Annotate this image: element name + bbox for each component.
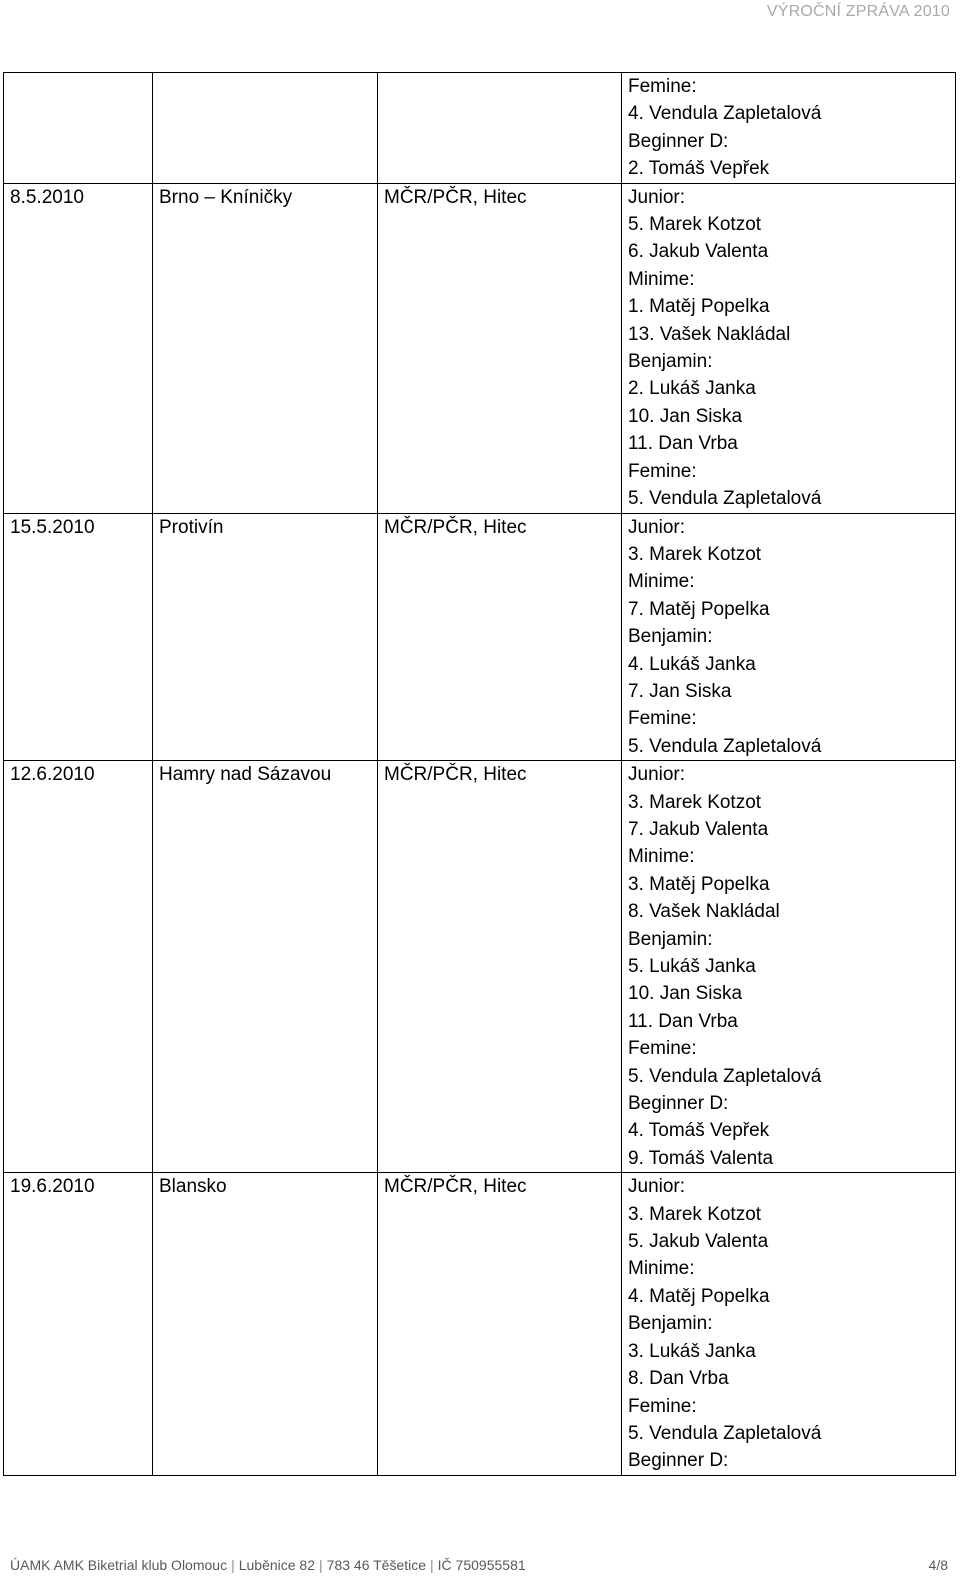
result-line: Benjamin:	[628, 351, 713, 373]
event-date-text: 15.5.2010	[10, 516, 95, 538]
result-line: 9. Tomáš Valenta	[628, 1147, 774, 1169]
result-line: Junior:	[628, 516, 686, 538]
result-line: 5. Vendula Zapletalová	[628, 488, 822, 510]
result-line: 7. Matěj Popelka	[628, 598, 770, 620]
result-line: 4. Vendula Zapletalová	[628, 103, 822, 125]
result-line: 4. Matěj Popelka	[628, 1285, 770, 1307]
result-line: Benjamin:	[628, 626, 713, 648]
result-line: 3. Lukáš Janka	[628, 1340, 756, 1362]
results-table-row	[4, 183, 956, 513]
result-line: Femine:	[628, 460, 697, 482]
event-series-cell	[378, 513, 622, 761]
results-cell	[622, 1173, 956, 1475]
page-footer	[10, 1557, 948, 1573]
result-line: 8. Vašek Nakládal	[628, 901, 780, 923]
event-place-cell	[153, 513, 378, 761]
result-line: 3. Marek Kotzot	[628, 791, 762, 813]
event-place-cell	[153, 1173, 378, 1475]
result-line: 5. Marek Kotzot	[628, 214, 762, 236]
result-line: 6. Jakub Valenta	[628, 241, 769, 263]
event-series-text: MČR/PČR, Hitec	[384, 516, 527, 538]
result-line: 11. Dan Vrba	[628, 1010, 738, 1032]
result-line: 4. Lukáš Janka	[628, 653, 756, 675]
footer-street: Luběnice 82	[238, 1557, 316, 1573]
result-line: Beginner D:	[628, 1450, 729, 1472]
result-line: 3. Matěj Popelka	[628, 873, 770, 895]
results-cell	[622, 183, 956, 513]
result-line: 1. Matěj Popelka	[628, 296, 770, 318]
result-line: 7. Jan Siska	[628, 680, 732, 702]
event-place-text: Hamry nad Sázavou	[159, 764, 332, 786]
results-cell	[622, 73, 956, 184]
event-date-cell	[4, 513, 153, 761]
event-place-cell	[153, 183, 378, 513]
event-place-text: Blansko	[159, 1176, 227, 1198]
event-series-text: MČR/PČR, Hitec	[384, 764, 527, 786]
result-line: Benjamin:	[628, 1313, 713, 1335]
result-line: Minime:	[628, 846, 695, 868]
footer-separator: |	[319, 1557, 323, 1573]
result-line: 10. Jan Siska	[628, 405, 743, 427]
footer-organization-info	[10, 1557, 526, 1573]
result-line: Minime:	[628, 268, 695, 290]
result-line: 5. Vendula Zapletalová	[628, 1422, 822, 1444]
result-line: Femine:	[628, 76, 697, 97]
result-line: Beginner D:	[628, 130, 729, 152]
event-date-cell	[4, 1173, 153, 1475]
result-line: Junior:	[628, 186, 686, 208]
results-table-body	[4, 73, 956, 1476]
result-line: 7. Jakub Valenta	[628, 818, 769, 840]
result-line: 10. Jan Siska	[628, 983, 743, 1005]
result-line: 5. Vendula Zapletalová	[628, 1065, 822, 1087]
event-series-cell	[378, 183, 622, 513]
result-line: Benjamin:	[628, 928, 713, 950]
event-date-cell	[4, 73, 153, 184]
results-table	[3, 72, 956, 1476]
result-line: 11. Dan Vrba	[628, 433, 738, 455]
event-date-cell	[4, 761, 153, 1173]
event-place-text: Brno – Kníničky	[159, 186, 293, 208]
footer-page-number: 4/8	[928, 1557, 948, 1573]
result-line: 3. Marek Kotzot	[628, 1203, 762, 1225]
event-series-cell	[378, 73, 622, 184]
result-line: 5. Lukáš Janka	[628, 956, 756, 977]
event-place-text: Protivín	[159, 516, 224, 538]
footer-company-id: IČ 750955581	[437, 1557, 526, 1573]
result-line: 13. Vašek Nakládal	[628, 323, 791, 345]
result-line: 3. Marek Kotzot	[628, 543, 762, 565]
result-line: Junior:	[628, 1176, 686, 1198]
result-line: 5. Jakub Valenta	[628, 1231, 769, 1253]
event-date-cell	[4, 183, 153, 513]
event-date-text: 12.6.2010	[10, 764, 95, 786]
result-line: Junior:	[628, 764, 686, 786]
result-line: Beginner D:	[628, 1093, 729, 1115]
event-series-text: MČR/PČR, Hitec	[384, 186, 527, 208]
results-table-row	[4, 1173, 956, 1475]
result-line: 2. Tomáš Vepřek	[628, 158, 770, 180]
footer-city: 783 46 Těšetice	[326, 1557, 427, 1573]
report-header-title: VÝROČNÍ ZPRÁVA 2010	[766, 3, 950, 20]
result-line: 5. Vendula Zapletalová	[628, 735, 822, 757]
result-line: 4. Tomáš Vepřek	[628, 1120, 770, 1142]
result-line: 2. Lukáš Janka	[628, 378, 756, 400]
results-table-row	[4, 73, 956, 184]
footer-club-name: ÚAMK AMK Biketrial klub Olomouc	[10, 1557, 228, 1573]
event-series-cell	[378, 761, 622, 1173]
result-line: Minime:	[628, 1258, 695, 1280]
footer-separator: |	[430, 1557, 434, 1573]
footer-separator: |	[231, 1557, 235, 1573]
result-line: Femine:	[628, 1038, 697, 1060]
result-line: Femine:	[628, 1395, 697, 1417]
results-cell	[622, 513, 956, 761]
results-table-row	[4, 761, 956, 1173]
event-series-text: MČR/PČR, Hitec	[384, 1176, 527, 1198]
results-cell	[622, 761, 956, 1173]
event-place-cell	[153, 73, 378, 184]
result-line: Femine:	[628, 708, 697, 730]
results-table-row	[4, 513, 956, 761]
event-date-text: 8.5.2010	[10, 186, 84, 208]
event-series-cell	[378, 1173, 622, 1475]
result-line: 8. Dan Vrba	[628, 1368, 729, 1390]
event-date-text: 19.6.2010	[10, 1176, 95, 1198]
result-line: Minime:	[628, 571, 695, 593]
event-place-cell	[153, 761, 378, 1173]
